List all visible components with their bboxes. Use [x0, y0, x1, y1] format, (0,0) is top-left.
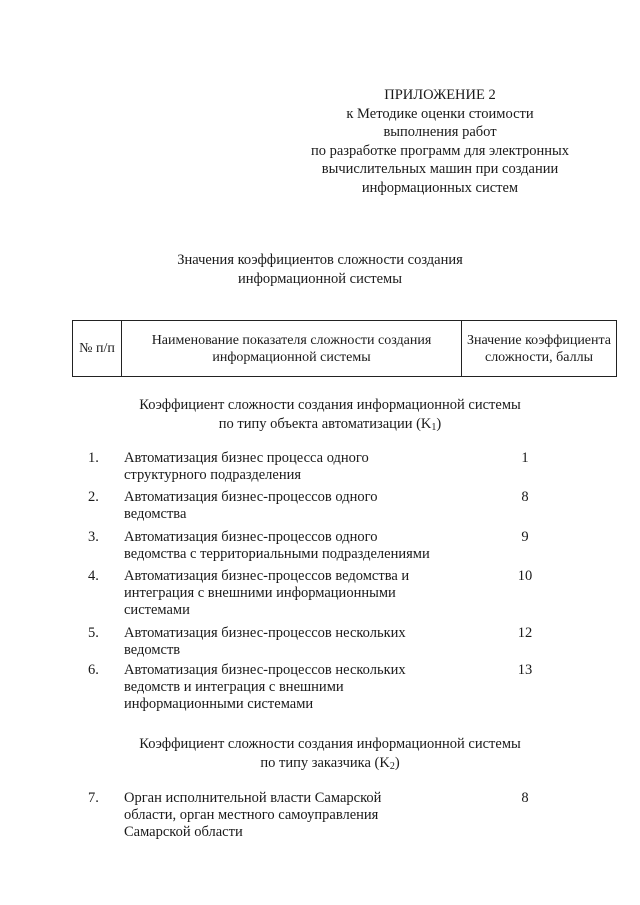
row-number: 6. [88, 662, 99, 678]
row-value: 13 [517, 662, 533, 678]
row-value: 1 [521, 450, 529, 466]
row-indicator-name: Автоматизация бизнес-процессов одного ведомства [124, 489, 378, 522]
row-number: 5. [88, 625, 99, 641]
header-indicator-column: Наименование показателя сложности создания информационной системы [122, 321, 462, 377]
row-value: 12 [517, 625, 533, 641]
row-indicator-name: Автоматизация бизнес-процессов одного ведомства с территориальными подразделениями [124, 529, 430, 562]
row-indicator-name: Автоматизация бизнес-процессов нескольких ведомств и интеграция с внешними информационными системами [124, 662, 406, 712]
row-number: 1. [88, 450, 99, 466]
row-indicator-name: Автоматизация бизнес-процессов нескольких ведомств [124, 625, 406, 658]
title-line-1: Значения коэффициентов сложности создания [177, 252, 463, 268]
header-number-column: № п/п [73, 321, 122, 377]
appendix-line-6: информационных систем [361, 179, 519, 196]
row-number: 4. [88, 568, 99, 584]
appendix-line-1: ПРИЛОЖЕНИЕ 2 [384, 87, 496, 103]
document-title [120, 251, 520, 289]
row-value: 9 [521, 529, 529, 545]
table-header [72, 320, 617, 377]
row-value: 8 [521, 489, 529, 505]
row-indicator-name: Автоматизация бизнес-процессов ведомства и интеграция с внешними информационными системами [124, 568, 410, 618]
section-heading-line-1: Коэффициент сложности создания информационной системы [139, 397, 521, 413]
section-heading-line-2: по типу объекта автоматизации $(K_1)$ [218, 415, 442, 433]
row-value: 10 [517, 568, 533, 584]
row-indicator-name: Автоматизация бизнес процесса одного структурного подразделения [124, 450, 369, 483]
row-indicator-name: Орган исполнительной власти Самарской области, орган местного самоуправления Самарской области [124, 790, 382, 840]
appendix-header [290, 86, 590, 197]
appendix-line-2: к Методике оценки стоимости [346, 105, 534, 122]
section-heading-line-1: Коэффициент сложности создания информационной системы [139, 736, 521, 752]
row-value: 8 [521, 790, 529, 806]
header-value-column: Значение коэффициента сложности, баллы [462, 321, 617, 377]
section-heading-customer-type [110, 735, 550, 772]
row-number: 2. [88, 489, 99, 505]
title-line-2: информационной системы [238, 271, 402, 287]
appendix-line-3: выполнения работ [383, 124, 497, 140]
appendix-line-4: по разработке программ для электронных [310, 142, 570, 159]
row-number: 3. [88, 529, 99, 545]
section-heading-object-type [110, 396, 550, 433]
row-number: 7. [88, 790, 99, 806]
appendix-line-5: вычислительных машин при создании [321, 161, 559, 177]
section-heading-line-2: по типу заказчика $(K_2)$ [260, 754, 400, 772]
